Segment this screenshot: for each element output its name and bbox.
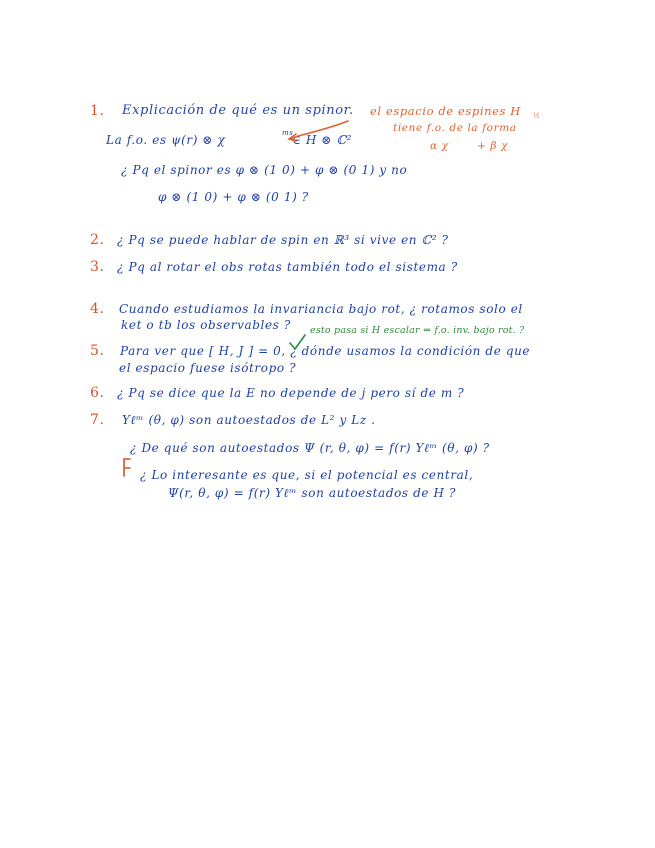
item-7-line4: Ψ(r, θ, φ) = f(r) Yℓᵐ son autoestados de H ? [168, 486, 457, 500]
item-5-line2: el espacio fuese isótropo ? [119, 361, 297, 375]
item-3-question: ¿ Pq al rotar el obs rotas también todo el sistema ? [117, 260, 458, 274]
item-7-question: Yℓᵐ (θ, φ) son autoestados de L² y Lz . [122, 413, 376, 427]
item-1-note-line3a: α χ [430, 140, 449, 152]
item-5-question: Para ver que [ H, J ] = 0, ¿ dónde usamos la condición de que [120, 344, 531, 358]
item-4-question: Cuando estudiamos la invariancia bajo rot, ¿ rotamos solo el [119, 302, 523, 316]
item-3-number: 3. [90, 259, 105, 275]
item-1-note-line1: el espacio de espines H [370, 104, 521, 118]
item-6-question: ¿ Pq se dice que la E no depende de j pero sí de m ? [117, 386, 465, 400]
red-bracket [124, 459, 130, 476]
item-2-question: ¿ Pq se puede hablar de spin en ℝ³ si vive en ℂ² ? [117, 233, 449, 247]
item-1-note-subscript: ½ [533, 112, 541, 120]
item-5-number: 5. [90, 343, 105, 359]
item-2-number: 2. [90, 232, 105, 248]
item-7-line2: ¿ De qué son autoestados Ψ (r, θ, φ) = f(r) Yℓᵐ (θ, φ) ? [130, 441, 490, 455]
item-1-number: 1. [90, 103, 105, 119]
item-1-line2-tail: ∈ H ⊗ ℂ² [292, 133, 353, 147]
item-5-green-note: esto pasa si H escalar ⇔ f.o. inv. bajo rot. ? [310, 325, 525, 336]
item-4-number: 4. [90, 301, 105, 317]
item-1-line2-sup: ms [282, 129, 294, 137]
item-1-note-line2: tiene f.o. de la forma [393, 122, 517, 134]
item-4-line2: ket o tb los observables ? [121, 318, 291, 332]
item-1-note-line3b: + β χ [477, 140, 508, 152]
item-1-line2: La f.o. es ψ(r) ⊗ χ [106, 133, 226, 147]
item-1-line4: φ ⊗ (1 0) + φ ⊗ (0 1) ? [158, 190, 309, 204]
item-6-number: 6. [90, 385, 105, 401]
item-7-number: 7. [90, 412, 105, 428]
item-7-line3: ¿ Lo interesante es que, si el potencial es central, [140, 468, 474, 482]
item-1-question: Explicación de qué es un spinor. [122, 103, 354, 118]
item-1-line3: ¿ Pq el spinor es φ ⊗ (1 0) + φ ⊗ (0 1) y no [121, 163, 408, 177]
